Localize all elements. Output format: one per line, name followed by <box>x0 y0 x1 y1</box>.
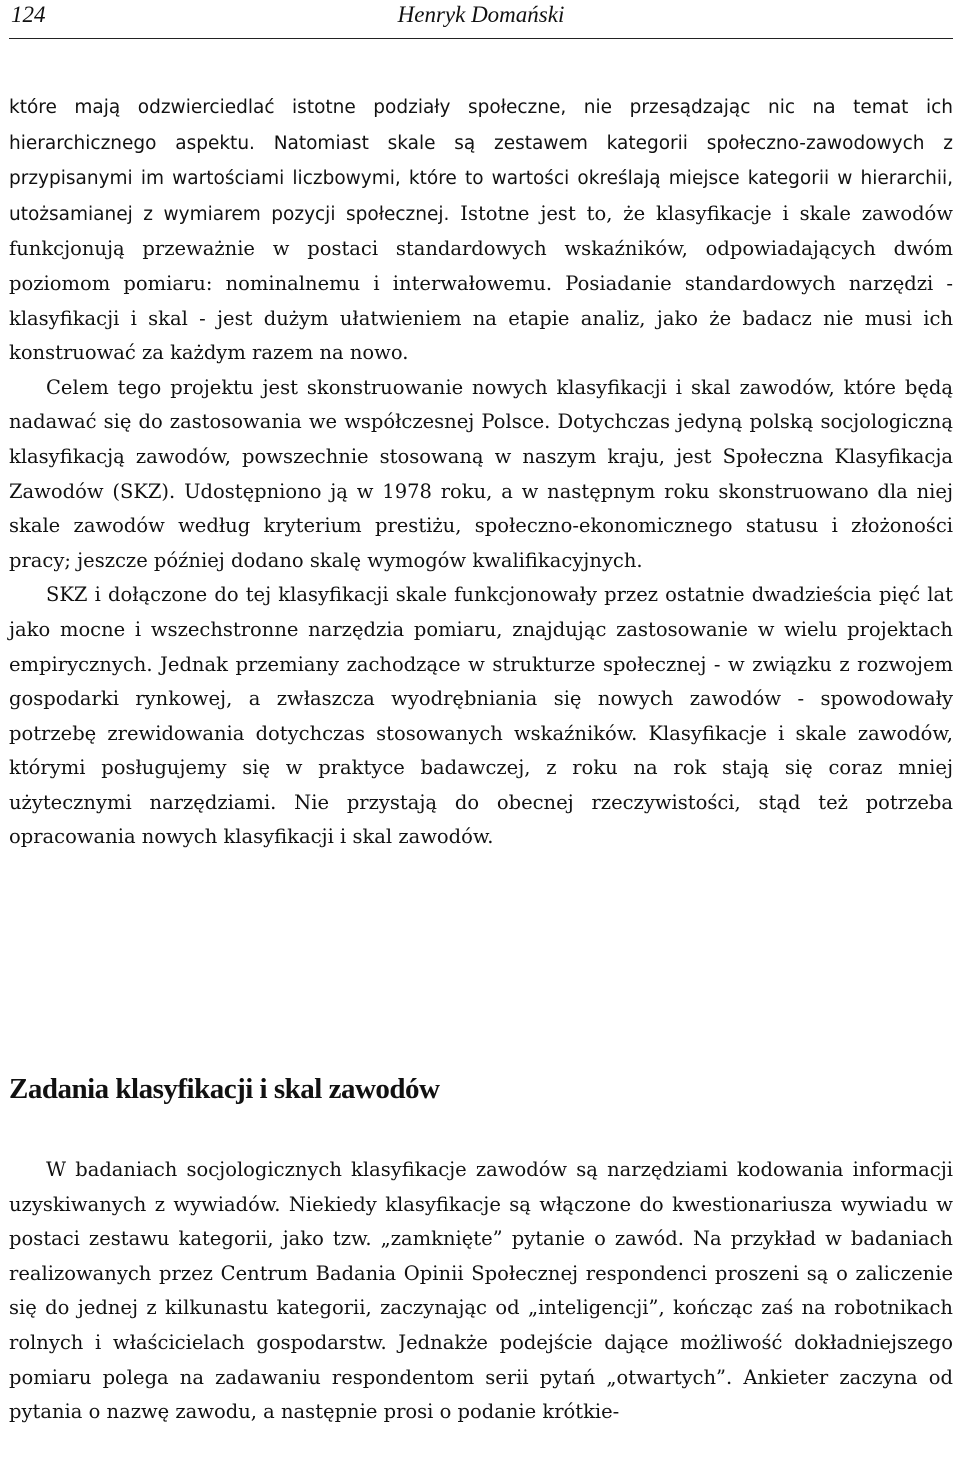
running-head <box>9 0 953 32</box>
paragraph-3: SKZ i dołączone do tej klasyfikacji skale funkcjonowały przez ostatnie dwadzieścia pięć lat jako mocne i wszechstronne narzędzia pomiaru, znajdując zastosowanie w wielu projektach empirycznych. Jednak przemiany zachodzące w strukturze społecznej - w związku z rozwojem gospodarki rynkowej, a zwłaszcza wyodrębniania się nowych zawodów - spowodowały potrzebę zrewidowania dotychczas stosowanych wskaźników. Klasyfikacje i skale zawodów, którymi posługujemy się w praktyce badawczej, z roku na rok stają się coraz mniej użytecznymi narzędziami. Nie przystają do obecnej rzeczywistości, stąd też potrzeba opracowania nowych klasyfikacji i skal zawodów. <box>9 583 953 849</box>
paragraph-1-sans-part: które mają odzwierciedlać istotne podziały społeczne, nie przesądzając nic na temat ich hierarchicznego aspektu. Natomiast skale są zestawem kategorii społeczno-zawodowych z przypisanymi im wartościami liczbowymi, które to wartości określają miejsce kategorii w hierarchii, utożsamianej z wymiarem pozycji społecznej. <box>9 97 953 225</box>
section-heading: Zadania klasyfikacji i skal zawodów <box>9 1073 440 1105</box>
paragraph-1 <box>9 90 953 371</box>
header-rule <box>9 38 953 39</box>
paragraph-1-serif-part: Istotne jest to, że klasyfikacje i skale zawodów funkcjonują przeważnie w postaci standardowych wskaźników, odpowiadających dwóm poziomom pomiaru: nominalnemu i interwałowemu. Posiadanie standardowych narzędzi - klasyfikacji i skal - jest dużym ułatwieniem na etapie analiz, jako że badacz nie musi ich konstruować za każdym razem na nowo. <box>9 201 953 365</box>
section-tasks <box>9 1153 953 1430</box>
paragraph-2: Celem tego projektu jest skonstruowanie nowych klasyfikacji i skal zawodów, które będą nadawać się do zastosowania we współczesnej Polsce. Dotychczas jedyną polską socjologiczną klasyfikacją zawodów, powszechnie stosowaną w naszym kraju, jest Społeczna Klasyfikacja Zawodów (SKZ). Udostępniono ją w 1978 roku, a w następnym roku skonstruowano dla niej skale zawodów według kryterium prestiżu, społeczno-ekonomicznego statusu i złożoności pracy; jeszcze później dodano skalę wymogów kwalifikacyjnych. <box>9 375 953 572</box>
paragraph-4: W badaniach socjologicznych klasyfikacje zawodów są narzędziami kodowania informacji uzyskiwanych z wywiadów. Niekiedy klasyfikacje są włączone do kwestionariusza wywiadu w postaci zestawu kategorii, jako tzw. „zamknięte” pytanie o zawód. Na przykład w badaniach realizowanych przez Centrum Badania Opinii Społecznej respondenci proszeni są o zaliczenie się do jednej z kilkunastu kategorii, zaczynając od „inteligencji”, kończąc zaś na robotnikach rolnych i właścicielach gospodarstw. Jednakże podejście dające możliwość dokładniejszego pomiaru polega na zadawaniu respondentom serii pytań „otwartych”. Ankieter zaczyna od pytania o nazwę zawodu, a następnie prosi o podanie krótkie- <box>9 1158 953 1424</box>
page-number: 124 <box>11 2 46 27</box>
running-title: Henryk Domański <box>397 2 565 27</box>
section-intro <box>9 90 953 855</box>
book-page <box>9 0 953 1424</box>
